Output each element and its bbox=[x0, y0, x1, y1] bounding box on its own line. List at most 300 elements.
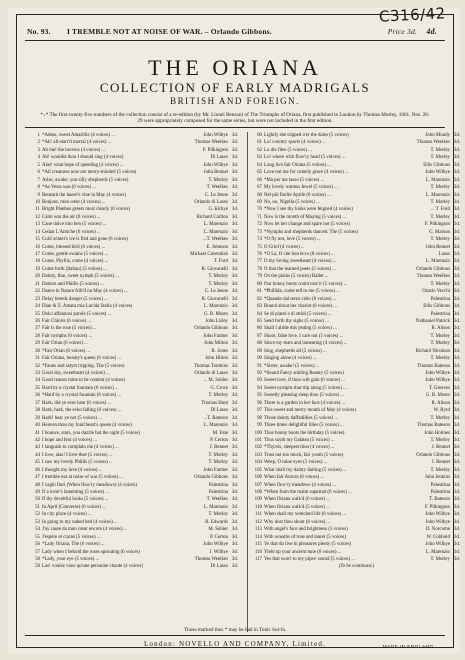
list-item bbox=[31, 452, 238, 459]
item-composer: Palestrina bbox=[430, 296, 450, 302]
madrigal-list-right bbox=[253, 132, 460, 571]
item-composer: T. Morley bbox=[430, 415, 450, 421]
item-composer: Thomas Weelkes bbox=[194, 556, 228, 562]
list-item bbox=[31, 556, 238, 563]
list-item bbox=[31, 244, 238, 251]
item-title: Ah me! the browns (4 voices) ... bbox=[42, 147, 106, 153]
item-number: 37 bbox=[35, 400, 40, 406]
item-title: *Sound Fancy smiling Beauty (5 voices) bbox=[264, 371, 344, 376]
item-title: When flow'ry meadows (4 voices) ... bbox=[264, 482, 337, 488]
item-price: 3d. bbox=[231, 326, 238, 332]
list-item bbox=[31, 355, 238, 362]
item-number: 88 bbox=[257, 341, 262, 347]
item-composer: John Farmer bbox=[203, 467, 228, 473]
item-number: 13 bbox=[35, 222, 40, 228]
list-item bbox=[253, 392, 460, 399]
item-composer: John Wilbye bbox=[203, 542, 228, 548]
item-title: Cold winter's ice is fled and gone (6 voices) bbox=[42, 237, 128, 243]
item-price: 3d. bbox=[453, 177, 460, 183]
item-title: Now let her change and spare not (5 voices) bbox=[264, 222, 351, 228]
list-item bbox=[31, 288, 238, 295]
list-item bbox=[253, 474, 460, 481]
item-price: 3d. bbox=[453, 185, 460, 191]
item-composer: Orlando Gibbons bbox=[416, 266, 450, 272]
item-number: 104 bbox=[254, 460, 262, 466]
list-item bbox=[253, 415, 460, 422]
item-number: 22 bbox=[35, 289, 40, 295]
item-title: Come, blessed bird (6 voices) ... bbox=[42, 244, 106, 250]
item-title: J'espère et crains (5 voices) ... bbox=[42, 534, 101, 540]
item-price: 3d. bbox=[231, 385, 238, 391]
item-composer: John Farmer bbox=[203, 333, 228, 339]
item-composer: F. Pilkington bbox=[424, 504, 450, 510]
item-composer: T. Morley bbox=[430, 185, 450, 191]
item-title: Calm was the air (6 voices) ... bbox=[42, 214, 101, 220]
item-composer: John Hilton bbox=[205, 356, 228, 362]
item-composer: ...T. Weelkes bbox=[202, 237, 228, 243]
item-price: 3d. bbox=[453, 192, 460, 198]
item-title: *Adieu, sweet Amarillis (4 voices) ... bbox=[42, 133, 115, 138]
item-price: 3d. bbox=[231, 274, 238, 280]
item-number: 91 bbox=[257, 363, 262, 369]
item-number: 2 bbox=[37, 140, 40, 146]
item-number: 4 bbox=[37, 155, 40, 161]
item-price: 3d. bbox=[231, 423, 238, 429]
item-number: 63 bbox=[257, 155, 262, 161]
item-title: Shall I abide this jesting (5 voices) ... bbox=[264, 326, 337, 332]
list-item bbox=[253, 147, 460, 154]
item-composer: M. Este bbox=[212, 430, 228, 436]
item-price: 3d. bbox=[453, 296, 460, 302]
item-title: *Ma per me lasso (5 voices) ... bbox=[264, 177, 325, 183]
item-number: 61 bbox=[257, 140, 262, 146]
item-number: 47 bbox=[35, 475, 40, 481]
item-composer: E. Johnson bbox=[206, 244, 228, 250]
item-title: I tremble not at noise of war (5 voices) ... bbox=[42, 475, 123, 481]
item-price: 3d. bbox=[231, 378, 238, 384]
item-number: 72 bbox=[257, 222, 262, 228]
item-title: *Phillida, come tell to me (5 voices) ... bbox=[264, 289, 340, 295]
item-composer: Richard Nicolson bbox=[415, 348, 450, 354]
item-composer: J. Wilbye bbox=[209, 549, 228, 555]
item-composer: G. B. Mosto bbox=[203, 311, 228, 317]
item-title: When Oriana walk'd (6 voices) ... bbox=[264, 497, 330, 503]
list-item bbox=[253, 229, 460, 236]
item-composer: T. Morley bbox=[208, 281, 228, 287]
list-item bbox=[253, 154, 460, 161]
item-title: My lovely wanton Jewel (5 voices) ... bbox=[264, 185, 338, 191]
page-frame bbox=[16, 14, 460, 650]
item-composer: T. Morley bbox=[208, 512, 228, 518]
list-item bbox=[31, 154, 238, 161]
item-title: Our bonny boots could toot it (5 voices) ... bbox=[264, 281, 348, 287]
item-title: Now is the month of Maying (5 voices) ... bbox=[264, 214, 347, 220]
list-item bbox=[253, 385, 460, 392]
list-item bbox=[31, 147, 238, 154]
item-number: 76 bbox=[257, 252, 262, 257]
item-composer: T. Morley bbox=[430, 155, 450, 161]
list-item bbox=[253, 556, 460, 563]
item-title: Lo! country sports (4 voices) ... bbox=[264, 140, 326, 146]
item-composer: G. B. Mosto bbox=[425, 393, 450, 399]
list-item bbox=[31, 526, 238, 533]
item-number: 115 bbox=[254, 542, 262, 548]
item-price: 3d. bbox=[453, 333, 460, 339]
list-item bbox=[31, 400, 238, 407]
publisher-line: London: NOVELLO AND COMPANY, Limited. bbox=[143, 640, 327, 648]
item-number: 25 bbox=[35, 311, 40, 317]
item-number: 26 bbox=[35, 318, 40, 324]
item-composer: J. Bennet bbox=[431, 445, 450, 451]
list-item bbox=[253, 340, 460, 347]
item-number: 16 bbox=[35, 244, 40, 250]
item-number: 8 bbox=[37, 185, 40, 191]
item-price: 3d. bbox=[453, 534, 460, 540]
list-item bbox=[31, 563, 238, 570]
column-divider bbox=[247, 132, 248, 632]
item-price: 3d. bbox=[231, 333, 238, 339]
item-title: J'ay caute da mon cœur encore (4 voices) ... bbox=[42, 527, 128, 533]
item-number: 93 bbox=[257, 378, 262, 384]
item-price: 3d. bbox=[453, 341, 460, 347]
item-title: Heaven thou my fond heart's queen (4 voices) bbox=[42, 423, 132, 429]
list-item bbox=[253, 192, 460, 199]
item-price: 3d. bbox=[231, 296, 238, 302]
item-number: 64 bbox=[257, 162, 262, 168]
item-number: 53 bbox=[35, 519, 40, 525]
item-composer: Thomas Hunt bbox=[201, 400, 228, 406]
item-composer: Orlando di Lasso bbox=[194, 199, 228, 205]
item-price: 3d. bbox=[231, 147, 238, 153]
item-price: 3d. bbox=[231, 304, 238, 310]
item-price: 3d. bbox=[231, 177, 238, 183]
item-composer: T. Morley bbox=[430, 199, 450, 205]
item-price: 3d. bbox=[231, 259, 238, 265]
list-item bbox=[31, 311, 238, 318]
item-price: 3d. bbox=[453, 147, 460, 153]
list-item bbox=[31, 214, 238, 221]
list-item bbox=[253, 333, 460, 340]
item-composer: Palestrina bbox=[430, 311, 450, 317]
list-item bbox=[253, 266, 460, 273]
item-title: *Thyrsis, sleepest thou (4 voices) ... bbox=[264, 445, 335, 451]
item-title: Shoot, false love, I care not (5 voices) ... bbox=[264, 333, 344, 339]
item-price: 3d. bbox=[453, 445, 460, 451]
item-number: 102 bbox=[254, 445, 262, 451]
item-title: *When from the realm supernal (6 voices) ... bbox=[264, 490, 352, 495]
item-composer: ... T. Ford bbox=[430, 207, 450, 213]
item-number: 69 bbox=[257, 199, 262, 205]
item-price: 3d. bbox=[453, 252, 460, 257]
original-price: Price 3d. bbox=[387, 27, 417, 36]
item-price: 3d. bbox=[231, 281, 238, 287]
item-composer: Lasso bbox=[438, 252, 450, 257]
item-title: Trust not too much, fair youth (5 voices) bbox=[264, 452, 344, 458]
list-item bbox=[253, 251, 460, 258]
item-price: 3d. bbox=[453, 244, 460, 250]
item-composer: John Holmes bbox=[424, 430, 450, 436]
item-title: Hard by a crystal fountain (6 voices) ... bbox=[42, 385, 119, 391]
item-composer: G. Marson bbox=[429, 229, 450, 235]
list-item bbox=[253, 400, 460, 407]
item-number: 97 bbox=[257, 408, 262, 414]
madrigal-list-left bbox=[31, 132, 238, 571]
item-composer: Ellis Gibbons bbox=[423, 162, 450, 168]
list-item bbox=[31, 444, 238, 451]
item-composer: F. Pilkington bbox=[424, 222, 450, 228]
item-title: *Sister, awake! (5 voices) ... bbox=[264, 363, 320, 369]
item-composer: Palestrina bbox=[430, 482, 450, 488]
item-composer: T. Ford bbox=[213, 259, 228, 265]
item-price: 3d. bbox=[453, 490, 460, 495]
item-price: 3d. bbox=[453, 348, 460, 354]
list-item bbox=[253, 444, 460, 451]
item-composer: John Wilbye bbox=[203, 133, 228, 138]
item-title: Come forth (Italian) (5 voices) ... bbox=[42, 266, 107, 272]
item-price: 3d. bbox=[453, 452, 460, 458]
item-number: 113 bbox=[254, 527, 262, 533]
item-price: 3d. bbox=[453, 385, 460, 391]
item-number: 60 bbox=[257, 133, 262, 138]
item-number: 45 bbox=[35, 460, 40, 466]
list-item bbox=[253, 519, 460, 526]
item-composer: Orlando Gibbons bbox=[194, 475, 228, 481]
list-item bbox=[31, 169, 238, 176]
list-item bbox=[31, 273, 238, 280]
item-price: 3d. bbox=[231, 527, 238, 533]
item-title: I hope and fear (4 voices) ... bbox=[42, 437, 97, 443]
item-price: 3d. bbox=[453, 266, 460, 272]
item-price: 3d. bbox=[231, 534, 238, 540]
list-item bbox=[253, 177, 460, 184]
item-composer: Ellis Gibbons bbox=[423, 304, 450, 310]
item-title: I saw my lovely Phillis (5 voices) ... bbox=[42, 460, 113, 466]
item-price: 3d. bbox=[231, 475, 238, 481]
item-number: 38 bbox=[35, 408, 40, 414]
item-title: I thought my love (4 voices) ... bbox=[42, 467, 103, 473]
item-title: Ah! wouldst thou I should sing (4 voices) bbox=[42, 155, 124, 161]
item-title: *Hard by a crystal fountain (6 voices) ... bbox=[42, 393, 122, 399]
item-number: 46 bbox=[35, 467, 40, 473]
list-item bbox=[253, 422, 460, 429]
list-item bbox=[253, 325, 460, 332]
list-item bbox=[31, 206, 238, 213]
list-item bbox=[31, 422, 238, 429]
list-item bbox=[31, 541, 238, 548]
item-composer: Orlando di Lasso bbox=[194, 371, 228, 376]
list-item bbox=[31, 467, 238, 474]
list-item bbox=[31, 519, 238, 526]
list-item bbox=[253, 526, 460, 533]
list-item bbox=[253, 363, 460, 370]
item-title: Bonjour, mon cœur (4 voices) ... bbox=[42, 199, 106, 205]
item-composer: T. Morley bbox=[208, 460, 228, 466]
item-title: With angel's face and brightness (5 voices) bbox=[264, 527, 348, 533]
item-title: *Fair Orian (6 voices) ... bbox=[42, 348, 91, 354]
item-price: 3d. bbox=[453, 207, 460, 213]
item-title: *Ah! all-starr'd mortal (4 voices) ... bbox=[42, 140, 112, 146]
list-item bbox=[31, 221, 238, 228]
item-composer: Palestrina bbox=[208, 490, 228, 495]
item-title: Fair Oriana, beauty's queen (6 voices) ... bbox=[42, 356, 122, 362]
item-price: 3d. bbox=[231, 348, 238, 354]
item-composer: R. Giovanelli bbox=[201, 266, 228, 272]
item-price: 3d. bbox=[231, 162, 238, 168]
item-composer: L. Marenzio bbox=[425, 177, 450, 183]
list-item bbox=[31, 407, 238, 414]
item-title: Sweetly pleasing sleep thou (5 voices) ... bbox=[264, 393, 344, 399]
item-price: 3d. bbox=[231, 430, 238, 436]
item-price: 3d. bbox=[453, 423, 460, 429]
item-number: 111 bbox=[255, 512, 262, 518]
item-title: Fair Orian (6 voices) ... bbox=[42, 341, 88, 347]
item-price: 3d. bbox=[453, 549, 460, 555]
list-item bbox=[31, 333, 238, 340]
item-title: Dainty, fine, sweet nymph (5 voices) ... bbox=[42, 274, 119, 280]
item-number: 112 bbox=[254, 519, 262, 525]
item-price: 3d. bbox=[231, 467, 238, 473]
item-title: *Quando dal terzo cielo (6 voices) ... bbox=[264, 296, 337, 302]
item-number: 36 bbox=[35, 393, 40, 399]
item-composer: T. Bateson bbox=[429, 497, 450, 503]
item-number: 92 bbox=[257, 371, 262, 376]
item-composer: G. Croce bbox=[210, 385, 228, 391]
list-item bbox=[253, 482, 460, 489]
item-composer: T. Greaves bbox=[428, 385, 450, 391]
list-item bbox=[31, 496, 238, 503]
page-subtitle: COLLECTION OF EARLY MADRIGALS bbox=[99, 80, 371, 95]
item-composer: L. Marenzio bbox=[203, 423, 228, 429]
list-item bbox=[253, 184, 460, 191]
list-item bbox=[253, 489, 460, 496]
item-title: Yield up your ancient tune (6 voices) ... bbox=[264, 549, 342, 555]
list-item bbox=[31, 504, 238, 511]
item-number: 75 bbox=[257, 244, 262, 250]
item-composer: W. Cobbold bbox=[426, 534, 450, 540]
item-composer: Di Lasso bbox=[210, 564, 228, 570]
list-item bbox=[253, 370, 460, 377]
item-number: 71 bbox=[257, 214, 262, 220]
item-number: 90 bbox=[257, 356, 262, 362]
item-number: 98 bbox=[257, 415, 262, 421]
list-item bbox=[253, 244, 460, 251]
list-item bbox=[253, 318, 460, 325]
list-item bbox=[31, 534, 238, 541]
item-title: Long live fair Oriana (5 voices) ... bbox=[264, 162, 331, 168]
item-number: 66 bbox=[257, 177, 262, 183]
library-shelfmark: C316/42 bbox=[378, 4, 447, 26]
list-item bbox=[253, 169, 460, 176]
item-composer: L. Marenzio bbox=[425, 549, 450, 555]
item-price: 3d. bbox=[231, 341, 238, 347]
item-title: Sweet love, if thou wilt gain (6 voices) ... bbox=[264, 378, 345, 384]
item-composer: Nathaniel Patrick bbox=[415, 318, 450, 324]
item-title: If thy deceitful looks (5 voices) ... bbox=[42, 497, 109, 503]
page-title: THE ORIANA bbox=[148, 55, 322, 80]
item-price: 3d. bbox=[453, 326, 460, 332]
item-price: 3d. bbox=[231, 222, 238, 228]
item-number: 31 bbox=[35, 356, 40, 362]
item-number: 117 bbox=[254, 556, 262, 562]
item-composer: John Wilbye bbox=[425, 519, 450, 525]
item-price: 3d. bbox=[453, 460, 460, 466]
list-item bbox=[31, 363, 238, 370]
list-item bbox=[253, 467, 460, 474]
item-number: 62 bbox=[257, 147, 262, 153]
item-number: 33 bbox=[35, 371, 40, 376]
item-price: 3d. bbox=[231, 437, 238, 443]
item-number: 49 bbox=[35, 490, 40, 495]
item-number: 56 bbox=[35, 542, 40, 548]
item-title: Ye that do live in pleasures plenty (5 voices) bbox=[264, 542, 351, 548]
list-item bbox=[253, 303, 460, 310]
item-number: 19 bbox=[35, 266, 40, 272]
item-price: 3d. bbox=[231, 482, 238, 488]
item-price: 3d. bbox=[453, 170, 460, 176]
item-title: In April (Converse) (6 voices) ... bbox=[42, 504, 106, 510]
item-price: 3d. bbox=[453, 556, 460, 562]
item-number: 54 bbox=[35, 527, 40, 533]
item-price: 3d. bbox=[453, 527, 460, 533]
item-number: 24 bbox=[35, 304, 40, 310]
item-composer: P. Certon bbox=[210, 534, 228, 540]
item-title: Dance in Nature frill'd on May (4 voices) ... bbox=[42, 289, 128, 295]
item-composer: R. Giovanelli bbox=[201, 296, 228, 302]
item-composer: T. Morley bbox=[430, 467, 450, 473]
item-number: 44 bbox=[35, 452, 40, 458]
header-title: I TREMBLE NOT AT NOISE OF WAR. – Orlando Gibbons. bbox=[67, 27, 272, 36]
list-item bbox=[31, 177, 238, 184]
item-composer: John Wilbye bbox=[425, 378, 450, 384]
item-price: 3d. bbox=[231, 504, 238, 510]
item-title: If a lover's lamenting (5 voices) ... bbox=[42, 490, 110, 495]
item-composer: Di Lasso bbox=[210, 408, 228, 414]
list-item bbox=[31, 184, 238, 191]
list-item bbox=[31, 251, 238, 258]
item-number: 30 bbox=[35, 348, 40, 354]
item-composer: P. Certon bbox=[210, 437, 228, 443]
item-price: 3d. bbox=[453, 356, 460, 362]
header-rule bbox=[25, 40, 445, 41]
item-number: 70 bbox=[257, 207, 262, 213]
item-number: 58 bbox=[35, 556, 40, 562]
item-price: 3d. bbox=[231, 556, 238, 562]
item-title: Bright Phœbus greets most clearly (6 voices) bbox=[42, 207, 131, 213]
item-number: 6 bbox=[37, 170, 40, 176]
item-composer: T. Morley bbox=[208, 452, 228, 458]
item-number: 55 bbox=[35, 534, 40, 540]
item-title: *All creatures now are merry-minded (5 voices) bbox=[42, 170, 137, 176]
item-number: 48 bbox=[35, 482, 40, 488]
list-item bbox=[253, 281, 460, 288]
item-composer: L. Marenzio bbox=[203, 504, 228, 510]
item-number: 17 bbox=[35, 252, 40, 257]
item-number: 51 bbox=[35, 504, 40, 510]
item-number: 77 bbox=[257, 259, 262, 265]
item-title: O Grief (4 voices) ... bbox=[264, 244, 305, 250]
item-price: 3d. bbox=[453, 467, 460, 473]
item-title: Those dainty daffadillies (5 voices) ... bbox=[264, 415, 339, 421]
item-title: When Oriana walk'd (5 voices) ... bbox=[264, 504, 330, 510]
list-item bbox=[253, 355, 460, 362]
item-number: 100 bbox=[254, 430, 262, 436]
item-price: 3d. bbox=[453, 155, 460, 161]
item-price: 3d. bbox=[231, 155, 238, 161]
item-price: 3d. bbox=[453, 318, 460, 324]
page-header bbox=[25, 24, 445, 40]
list-item bbox=[31, 489, 238, 496]
item-composer: Orlando Gibbons bbox=[416, 452, 450, 458]
